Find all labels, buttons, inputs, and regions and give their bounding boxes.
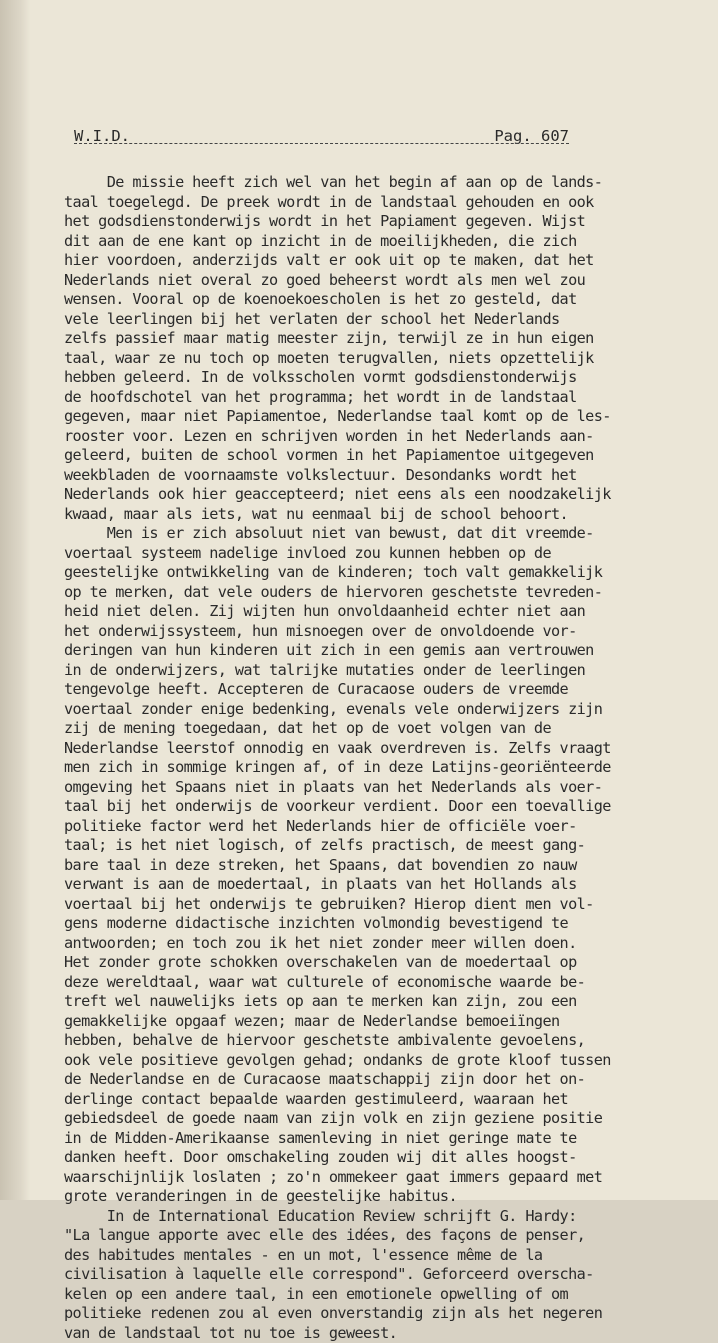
- text-line: taal; is het niet logisch, of zelfs practisch, de meest gang-: [64, 836, 664, 856]
- text-line: gebiedsdeel de goede naam van zijn volk en zijn geziene positie: [64, 1109, 664, 1129]
- text-line: voertaal bij het onderwijs te gebruiken? Hierop dient men vol-: [64, 895, 664, 915]
- text-line: tengevolge heeft. Accepteren de Curacaose ouders de vreemde: [64, 680, 664, 700]
- text-line: taal bij het onderwijs de voorkeur verdient. Door een toevallige: [64, 797, 664, 817]
- text-line: kelen op een andere taal, in een emotionele opwelling of om: [64, 1285, 664, 1305]
- text-line: grote veranderingen in de geestelijke habitus.: [64, 1187, 664, 1207]
- text-line: voertaal zonder enige bedenking, evenals vele onderwijzers zijn: [64, 700, 664, 720]
- text-line: Nederlandse leerstof onnodig en vaak overdreven is. Zelfs vraagt: [64, 739, 664, 759]
- text-line: rooster voor. Lezen en schrijven worden in het Nederlands aan-: [64, 427, 664, 447]
- page-number: Pag. 607: [494, 124, 569, 148]
- text-line: deringen van hun kinderen uit zich in een gemis aan vertrouwen: [64, 641, 664, 661]
- text-line: derlinge contact bepaalde waarden gestimuleerd, waaraan het: [64, 1090, 664, 1110]
- header-left-text: W.I.D.: [74, 124, 130, 148]
- text-line: verwant is aan de moedertaal, in plaats van het Hollands als: [64, 875, 664, 895]
- text-line: Het zonder grote schokken overschakelen van de moedertaal op: [64, 953, 664, 973]
- text-line: het godsdienstonderwijs wordt in het Papiament gegeven. Wijst: [64, 212, 664, 232]
- text-line: gegeven, maar niet Papiamentoe, Nederlandse taal komt op de les-: [64, 407, 664, 427]
- header-rule: [74, 143, 569, 144]
- text-line: bare taal in deze streken, het Spaans, dat bovendien zo nauw: [64, 856, 664, 876]
- text-line: civilisation à laquelle elle correspond". Geforceerd overscha-: [64, 1265, 664, 1285]
- text-line: heid niet delen. Zij wijten hun onvoldaanheid echter niet aan: [64, 602, 664, 622]
- text-line: waarschijnlijk loslaten ; zo'n ommekeer gaat immers gepaard met: [64, 1168, 664, 1188]
- text-line: antwoorden; en toch zou ik het niet zonder meer willen doen.: [64, 934, 664, 954]
- text-line: wensen. Vooral op de koenoekoescholen is het zo gesteld, dat: [64, 290, 664, 310]
- text-line: Men is er zich absoluut niet van bewust, dat dit vreemde-: [64, 524, 664, 544]
- text-line: in de onderwijzers, wat talrijke mutaties onder de leerlingen: [64, 661, 664, 681]
- text-line: "La langue apporte avec elle des idées, des façons de penser,: [64, 1226, 664, 1246]
- text-line: weekbladen de voornaamste volkslectuur. Desondanks wordt het: [64, 466, 664, 486]
- text-line: De missie heeft zich wel van het begin af aan op de lands-: [64, 173, 664, 193]
- text-line: politieke factor werd het Nederlands hier de officiële voer-: [64, 817, 664, 837]
- text-line: dit aan de ene kant op inzicht in de moeilijkheden, die zich: [64, 232, 664, 252]
- text-line: het onderwijssysteem, hun misnoegen over de onvoldoende vor-: [64, 622, 664, 642]
- text-line: treft wel nauwelijks iets op aan te merken kan zijn, zou een: [64, 992, 664, 1012]
- text-line: de hoofdschotel van het programma; het wordt in de landstaal: [64, 388, 664, 408]
- text-line: taal, waar ze nu toch op moeten terugvallen, niets opzettelijk: [64, 349, 664, 369]
- text-line: geleerd, buiten de school vormen in het Papiamentoe uitgegeven: [64, 446, 664, 466]
- text-line: vele leerlingen bij het verlaten der school het Nederlands: [64, 310, 664, 330]
- text-line: de Nederlandse en de Curacaose maatschappij zijn door het on-: [64, 1070, 664, 1090]
- text-line: men zich in sommige kringen af, of in deze Latijns-georiënteerde: [64, 758, 664, 778]
- text-line: van de landstaal tot nu toe is geweest.: [64, 1324, 664, 1343]
- text-line: ook vele positieve gevolgen gehad; ondanks de grote kloof tussen: [64, 1051, 664, 1071]
- text-line: politieke redenen zou al even onverstandig zijn als het negeren: [64, 1304, 664, 1324]
- text-line: Nederlands ook hier geaccepteerd; niet eens als een noodzakelijk: [64, 485, 664, 505]
- text-line: danken heeft. Door omschakeling zouden wij dit alles hoogst-: [64, 1148, 664, 1168]
- text-line: in de Midden-Amerikaanse samenleving in niet geringe mate te: [64, 1129, 664, 1149]
- text-line: zij de mening toegedaan, dat het op de voet volgen van de: [64, 719, 664, 739]
- text-line: voertaal systeem nadelige invloed zou kunnen hebben op de: [64, 544, 664, 564]
- text-line: hier voordoen, anderzijds valt er ook uit op te maken, dat het: [64, 251, 664, 271]
- text-line: deze wereldtaal, waar wat culturele of economische waarde be-: [64, 973, 664, 993]
- body-text: [64, 173, 664, 1343]
- text-line: op te merken, dat vele ouders de hiervoren geschetste tevreden-: [64, 583, 664, 603]
- text-line: des habitudes mentales - en un mot, l'essence même de la: [64, 1246, 664, 1266]
- text-line: zelfs passief maar matig meester zijn, terwijl ze in hun eigen: [64, 329, 664, 349]
- text-line: hebben, behalve de hiervoor geschetste ambivalente gevoelens,: [64, 1031, 664, 1051]
- text-line: gemakkelijke opgaaf wezen; maar de Nederlandse bemoeiïngen: [64, 1012, 664, 1032]
- text-line: geestelijke ontwikkeling van de kinderen; toch valt gemakkelijk: [64, 563, 664, 583]
- text-line: omgeving het Spaans niet in plaats van het Nederlands als voer-: [64, 778, 664, 798]
- text-line: Nederlands niet overal zo goed beheerst wordt als men wel zou: [64, 271, 664, 291]
- text-line: In de International Education Review schrijft G. Hardy:: [64, 1207, 664, 1227]
- text-line: hebben geleerd. In de volksscholen vormt godsdienstonderwijs: [64, 368, 664, 388]
- text-line: taal toegelegd. De preek wordt in de landstaal gehouden en ook: [64, 193, 664, 213]
- text-line: gens moderne didactische inzichten volmondig bevestigend te: [64, 914, 664, 934]
- page-binding-shadow: [0, 0, 30, 1200]
- page-header: [74, 124, 569, 148]
- text-line: kwaad, maar als iets, wat nu eenmaal bij de school behoort.: [64, 505, 664, 525]
